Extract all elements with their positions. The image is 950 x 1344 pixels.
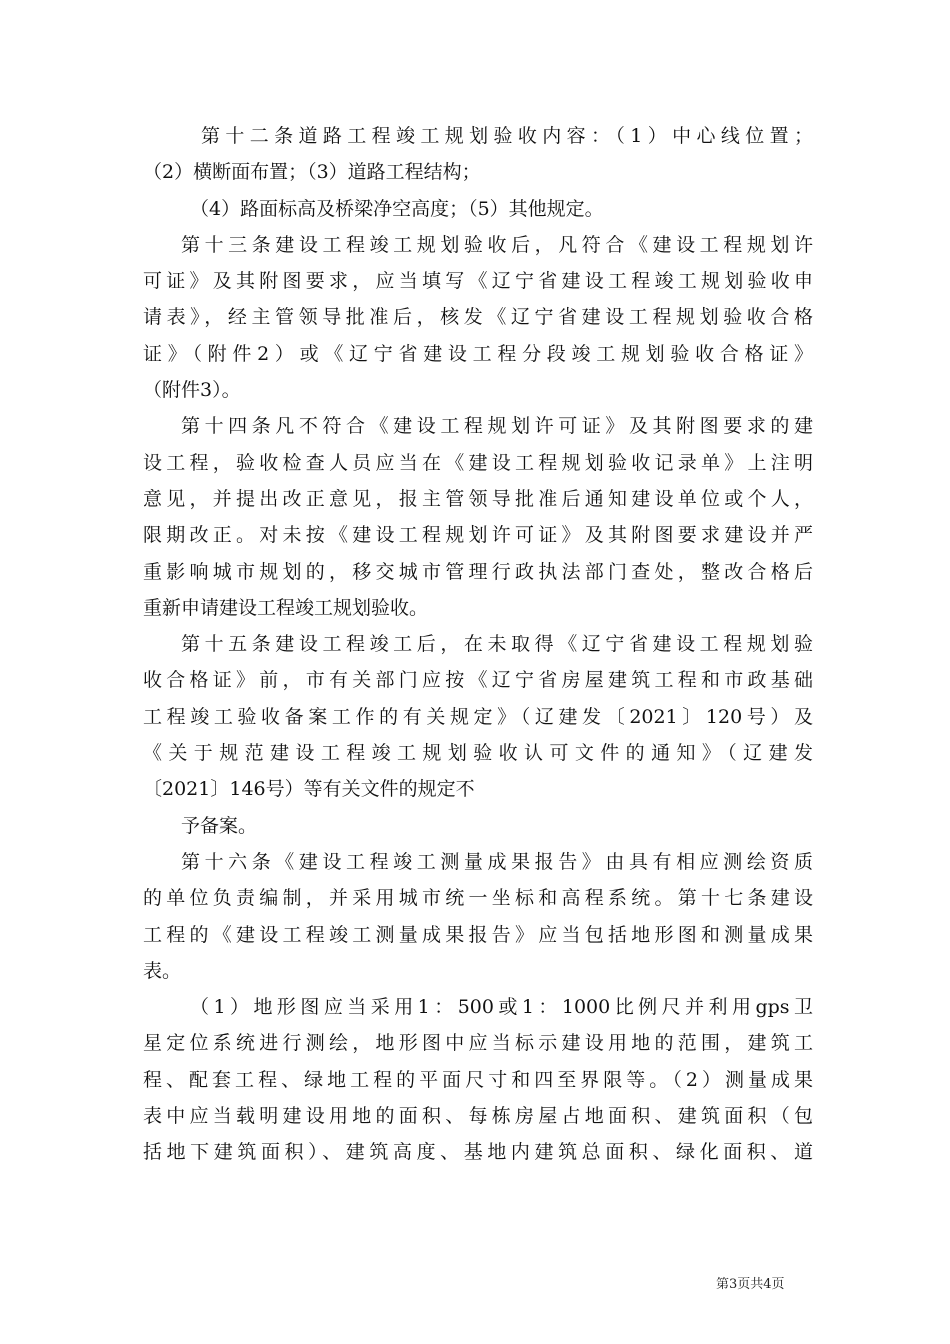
text-line: 收合格证》前，市有关部门应按《辽宁省房屋建筑工程和市政基础 [143, 669, 813, 692]
text-line: 重新申请建设工程竣工规划验收。 [143, 596, 429, 619]
text-line: （1）地形图应当采用1：500或1：1000比例尺并利用gps卫 [190, 996, 813, 1019]
text-line: 第十四条凡不符合《建设工程规划许可证》及其附图要求的建 [181, 415, 813, 438]
page-number: 第3页共4页 [716, 1277, 785, 1292]
text-line: （附件3）。 [143, 379, 241, 402]
text-line: 第十三条建设工程竣工规划验收后，凡符合《建设工程规划许 [181, 233, 813, 256]
text-line: 第十二条道路工程竣工规划验收内容：（1）中心线位置； [201, 125, 813, 147]
text-line: （4）路面标高及桥梁净空高度；（5）其他规定。 [190, 197, 604, 220]
text-line: 予备案。 [181, 814, 258, 837]
text-line: 括地下建筑面积）、建筑高度、基地内建筑总面积、绿化面积、道 [143, 1141, 813, 1164]
text-line: 可证》及其附图要求，应当填写《辽宁省建设工程竣工规划验收申 [143, 270, 813, 293]
text-line: 表中应当载明建设用地的面积、每栋房屋占地面积、建筑面积（包 [143, 1105, 813, 1128]
text-line: 重影响城市规划的，移交城市管理行政执法部门查处，整改合格后 [143, 560, 813, 583]
text-line: 意见，并提出改正意见，报主管领导批准后通知建设单位或个人， [143, 487, 813, 510]
text-line: 《关于规范建设工程竣工规划验收认可文件的通知》（辽建发 [143, 742, 813, 765]
text-line: 第十五条建设工程竣工后，在未取得《辽宁省建设工程规划验 [181, 633, 813, 656]
text-line: （2）横断面布置；（3）道路工程结构； [143, 161, 481, 184]
text-line: 星定位系统进行测绘，地形图中应当标示建设用地的范围，建筑工 [143, 1032, 813, 1055]
text-line: 证》（附件2）或《辽宁省建设工程分段竣工规划验收合格证》 [143, 342, 813, 365]
text-line: 第十六条《建设工程竣工测量成果报告》由具有相应测绘资质 [181, 850, 813, 873]
text-line: 的单位负责编制，并采用城市统一坐标和高程系统。第十七条建设 [143, 887, 813, 910]
text-line: 工程的《建设工程竣工测量成果报告》应当包括地形图和测量成果 [143, 923, 813, 946]
document-body [143, 118, 813, 1171]
text-line: 设工程，验收检查人员应当在《建设工程规划验收记录单》上注明 [143, 451, 813, 474]
text-line: 限期改正。对未按《建设工程规划许可证》及其附图要求建设并严 [143, 524, 813, 547]
text-line: 〔2021〕146号）等有关文件的规定不 [143, 778, 475, 801]
text-line: 工程竣工验收备案工作的有关规定》（辽建发〔2021〕120号）及 [143, 705, 813, 728]
text-line: 程、配套工程、绿地工程的平面尺寸和四至界限等。（2）测量成果 [143, 1068, 813, 1091]
text-line: 表。 [143, 959, 182, 982]
text-line: 请表》，经主管领导批准后，核发《辽宁省建设工程规划验收合格 [143, 306, 813, 329]
